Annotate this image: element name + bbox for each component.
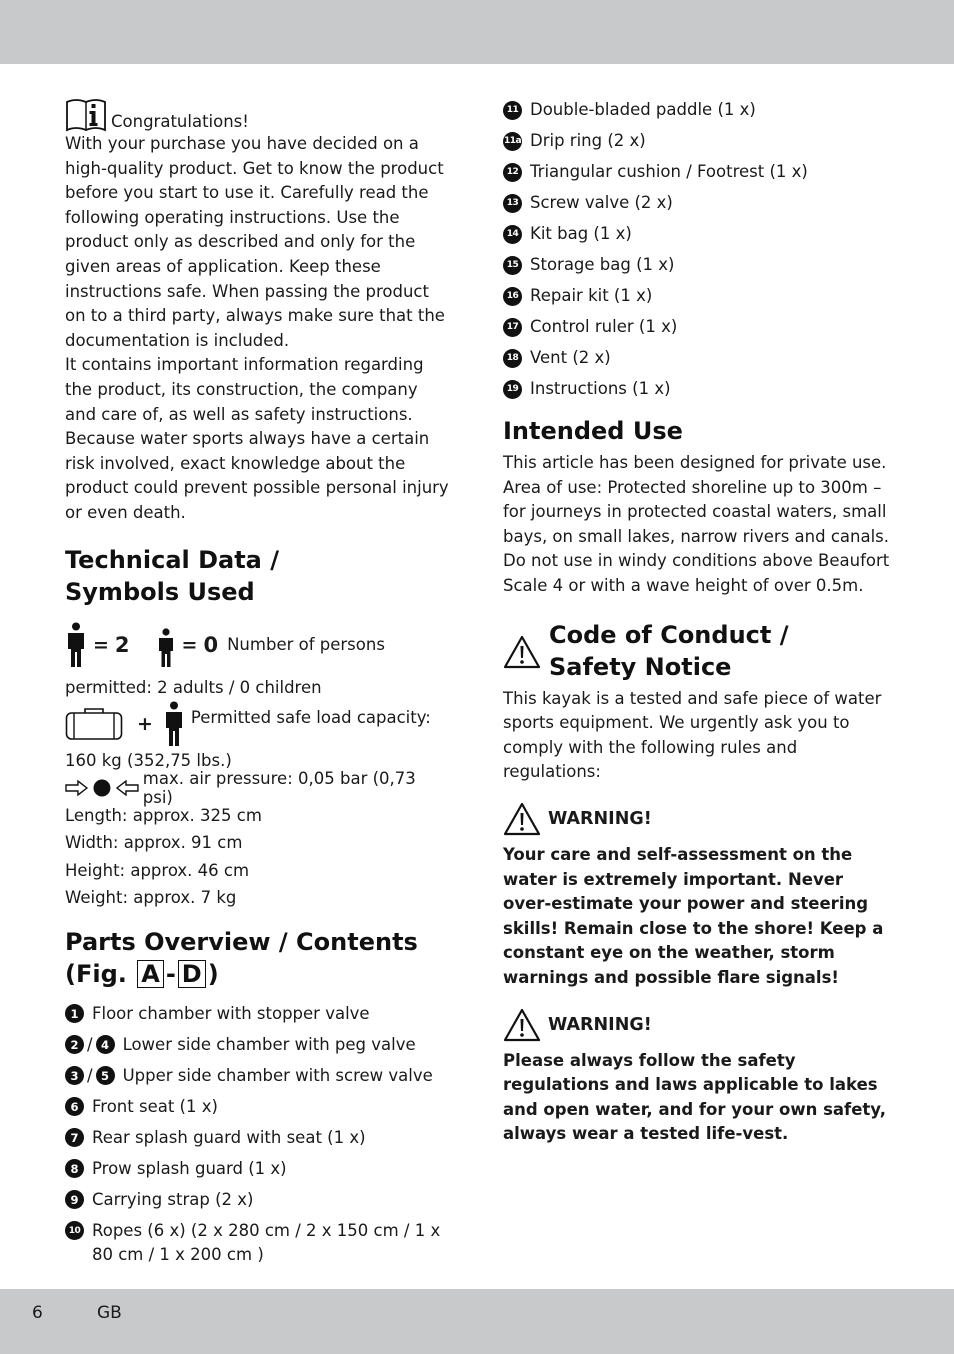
part-label: Upper side chamber with screw valve bbox=[122, 1065, 433, 1085]
adult-person-icon bbox=[163, 701, 185, 747]
children-equals: = bbox=[181, 633, 198, 656]
adult-person-icon bbox=[65, 622, 87, 668]
part-number-badge: 2 bbox=[65, 1035, 84, 1054]
pressure-row bbox=[65, 769, 450, 807]
technical-heading bbox=[65, 544, 450, 608]
part-number-badge: 8 bbox=[65, 1159, 84, 1178]
parts-number-group bbox=[503, 129, 530, 151]
conduct-heading-line1: Code of Conduct / bbox=[549, 620, 789, 649]
part-number-badge: 12 bbox=[503, 163, 522, 182]
parts-number-group bbox=[503, 377, 530, 399]
parts-number-group bbox=[503, 191, 530, 213]
arrow-right-icon bbox=[65, 780, 89, 796]
figure-a-label: A bbox=[137, 960, 164, 988]
number-separator: / bbox=[87, 1065, 93, 1085]
part-label: Front seat (1 x) bbox=[92, 1096, 218, 1116]
air-valve-icon bbox=[92, 778, 112, 798]
warning-triangle-icon bbox=[503, 1008, 541, 1042]
footer-band bbox=[0, 1289, 954, 1354]
parts-list-right bbox=[503, 98, 893, 401]
technical-heading-line1: Technical Data / bbox=[65, 545, 279, 574]
parts-number-group bbox=[503, 346, 530, 368]
part-label: Ropes (6 x) (2 x 280 cm / 2 x 150 cm / 1 x 80 cm / 1 x 200 cm ) bbox=[92, 1220, 441, 1264]
parts-list-item bbox=[65, 1219, 450, 1267]
pressure-text: max. air pressure: 0,05 bar (0,73 psi) bbox=[142, 769, 416, 807]
parts-list-item bbox=[503, 129, 893, 153]
conduct-heading-line2: Safety Notice bbox=[549, 652, 732, 681]
part-label: Double-bladed paddle (1 x) bbox=[530, 100, 756, 119]
width-spec: Width: approx. 91 cm bbox=[65, 833, 243, 852]
part-label: Triangular cushion / Footrest (1 x) bbox=[530, 162, 808, 181]
part-number-badge: 16 bbox=[503, 287, 522, 306]
parts-number-group bbox=[65, 1188, 92, 1210]
parts-heading bbox=[65, 926, 450, 990]
children-count: 0 bbox=[203, 632, 219, 657]
parts-number-group bbox=[503, 160, 530, 182]
part-label: Screw valve (2 x) bbox=[530, 193, 673, 212]
part-number-badge: 14 bbox=[503, 225, 522, 244]
conduct-heading bbox=[549, 619, 788, 683]
warning-text-2: Please always follow the safety regulations and laws applicable to lakes and open water, and for your own safety, always wear a tested life-vest. bbox=[503, 1050, 887, 1144]
warning-triangle-icon bbox=[503, 802, 541, 836]
parts-number-group bbox=[503, 315, 530, 337]
conduct-text: This kayak is a tested and safe piece of water sports equipment. We urgently ask you to comply with the following rules and regulations: bbox=[503, 688, 882, 782]
number-separator: / bbox=[87, 1034, 93, 1054]
part-number-badge: 15 bbox=[503, 256, 522, 275]
load-symbol-row bbox=[65, 701, 450, 747]
parts-list-item bbox=[65, 1064, 450, 1088]
part-number-badge: 11 bbox=[503, 101, 522, 120]
parts-number-group bbox=[503, 98, 530, 120]
part-number-badge: 7 bbox=[65, 1128, 84, 1147]
parts-number-group bbox=[65, 1064, 123, 1088]
parts-number-group bbox=[503, 284, 530, 306]
part-number-badge: 1 bbox=[65, 1004, 84, 1023]
language-code: GB bbox=[97, 1303, 122, 1323]
parts-number-group bbox=[65, 1002, 92, 1024]
intro-paragraph-1: With your purchase you have decided on a high-quality product. Get to know the product before you start to use it. Carefully read the following operating instructions. Use the product only as described and only for the given areas of application. Keep these instructions safe. When passing the product on to a third party, always make sure that the documentation is included. bbox=[65, 134, 445, 350]
adults-equals: = bbox=[93, 633, 109, 656]
parts-list-item bbox=[65, 1002, 450, 1026]
part-label: Storage bag (1 x) bbox=[530, 255, 675, 274]
parts-number-group bbox=[65, 1126, 92, 1148]
parts-list-item bbox=[503, 315, 893, 339]
warning-label-2: WARNING! bbox=[548, 1014, 652, 1035]
parts-list-item bbox=[65, 1157, 450, 1181]
part-label: Rear splash guard with seat (1 x) bbox=[92, 1127, 366, 1147]
figure-dash: - bbox=[165, 959, 176, 988]
luggage-icon bbox=[65, 707, 123, 741]
header-band bbox=[0, 0, 954, 64]
parts-number-group bbox=[503, 222, 530, 244]
warning-header-2 bbox=[503, 1007, 893, 1043]
part-label: Lower side chamber with peg valve bbox=[122, 1034, 416, 1054]
intro-header bbox=[65, 96, 450, 132]
parts-list-item bbox=[503, 284, 893, 308]
part-label: Drip ring (2 x) bbox=[530, 131, 646, 150]
parts-list-left bbox=[65, 1002, 450, 1267]
parts-number-group bbox=[65, 1219, 92, 1241]
persons-label: Number of persons bbox=[227, 635, 385, 654]
parts-list-item bbox=[65, 1095, 450, 1119]
warning-header-1 bbox=[503, 801, 893, 837]
parts-heading-line1: Parts Overview / Contents bbox=[65, 927, 418, 956]
part-label: Floor chamber with stopper valve bbox=[92, 1003, 370, 1023]
child-person-icon bbox=[156, 628, 176, 668]
parts-number-group bbox=[503, 253, 530, 275]
plus-sign: + bbox=[137, 713, 153, 735]
part-number-badge: 18 bbox=[503, 349, 522, 368]
parts-list-item bbox=[503, 377, 893, 401]
parts-list-item bbox=[65, 1188, 450, 1212]
parts-heading-prefix: (Fig. bbox=[65, 959, 127, 988]
warning-label-1: WARNING! bbox=[548, 808, 652, 829]
left-column bbox=[65, 96, 450, 1274]
persons-symbol-row bbox=[65, 622, 450, 668]
warning-triangle-icon bbox=[503, 635, 541, 669]
parts-list-item bbox=[503, 160, 893, 184]
height-spec: Height: approx. 46 cm bbox=[65, 860, 250, 880]
parts-number-group bbox=[65, 1095, 92, 1117]
part-label: Instructions (1 x) bbox=[530, 379, 671, 398]
part-label: Carrying strap (2 x) bbox=[92, 1189, 254, 1209]
congratulations-text: Congratulations! bbox=[111, 112, 249, 131]
part-number-badge: 5 bbox=[96, 1066, 115, 1085]
parts-list-item bbox=[503, 98, 893, 122]
persons-permitted: permitted: 2 adults / 0 children bbox=[65, 677, 322, 697]
parts-list-item bbox=[65, 1033, 450, 1057]
load-label: Permitted safe load capacity: bbox=[190, 707, 431, 727]
parts-number-group bbox=[65, 1033, 123, 1057]
part-number-badge: 19 bbox=[503, 380, 522, 399]
parts-list-item bbox=[503, 253, 893, 277]
part-number-badge: 9 bbox=[65, 1190, 84, 1209]
load-value: 160 kg (352,75 lbs.) bbox=[65, 751, 232, 770]
book-info-icon bbox=[65, 98, 107, 132]
part-number-badge: 4 bbox=[96, 1035, 115, 1054]
intro-paragraph-2: It contains important information regarding the product, its construction, the company and care of, as well as safety instructions. Because water sports always have a certain risk involved, exact knowledge about the product could prevent possible personal injury or even death. bbox=[65, 355, 449, 522]
part-label: Kit bag (1 x) bbox=[530, 224, 632, 243]
length-spec: Length: approx. 325 cm bbox=[65, 805, 262, 825]
adults-count: 2 bbox=[114, 632, 130, 657]
arrow-left-icon bbox=[115, 780, 139, 796]
technical-heading-line2: Symbols Used bbox=[65, 577, 255, 606]
parts-list-item bbox=[503, 346, 893, 370]
part-label: Prow splash guard (1 x) bbox=[92, 1158, 287, 1178]
page-number: 6 bbox=[32, 1303, 43, 1323]
weight-spec: Weight: approx. 7 kg bbox=[65, 888, 237, 907]
parts-list-item bbox=[503, 191, 893, 215]
right-column bbox=[503, 96, 893, 1147]
parts-list-item bbox=[65, 1126, 450, 1150]
part-number-badge: 10 bbox=[65, 1221, 84, 1240]
part-number-badge: 3 bbox=[65, 1066, 84, 1085]
part-label: Vent (2 x) bbox=[530, 348, 611, 367]
part-number-badge: 11a bbox=[503, 132, 522, 151]
parts-number-group bbox=[65, 1157, 92, 1179]
intended-use-heading: Intended Use bbox=[503, 417, 683, 445]
part-label: Repair kit (1 x) bbox=[530, 286, 653, 305]
part-number-badge: 17 bbox=[503, 318, 522, 337]
parts-heading-suffix: ) bbox=[207, 959, 219, 988]
part-label: Control ruler (1 x) bbox=[530, 317, 678, 336]
part-number-badge: 6 bbox=[65, 1097, 84, 1116]
figure-d-label: D bbox=[178, 960, 206, 988]
warning-text-1: Your care and self-assessment on the water is extremely important. Never over-estimate your power and steering skills! Remain close to the shore! Keep a constant eye on the weather, storm warnings and possible flare signals! bbox=[503, 844, 884, 987]
intended-use-text: This article has been designed for private use. Area of use: Protected shoreline up to 300m – for journeys in protected coastal waters, small bays, on small lakes, narrow rivers and canals. Do not use in windy conditions above Beaufort Scale 4 or with a wave height of over 0.5m. bbox=[503, 453, 890, 595]
parts-list-item bbox=[503, 222, 893, 246]
conduct-header bbox=[503, 619, 893, 683]
part-number-badge: 13 bbox=[503, 194, 522, 213]
